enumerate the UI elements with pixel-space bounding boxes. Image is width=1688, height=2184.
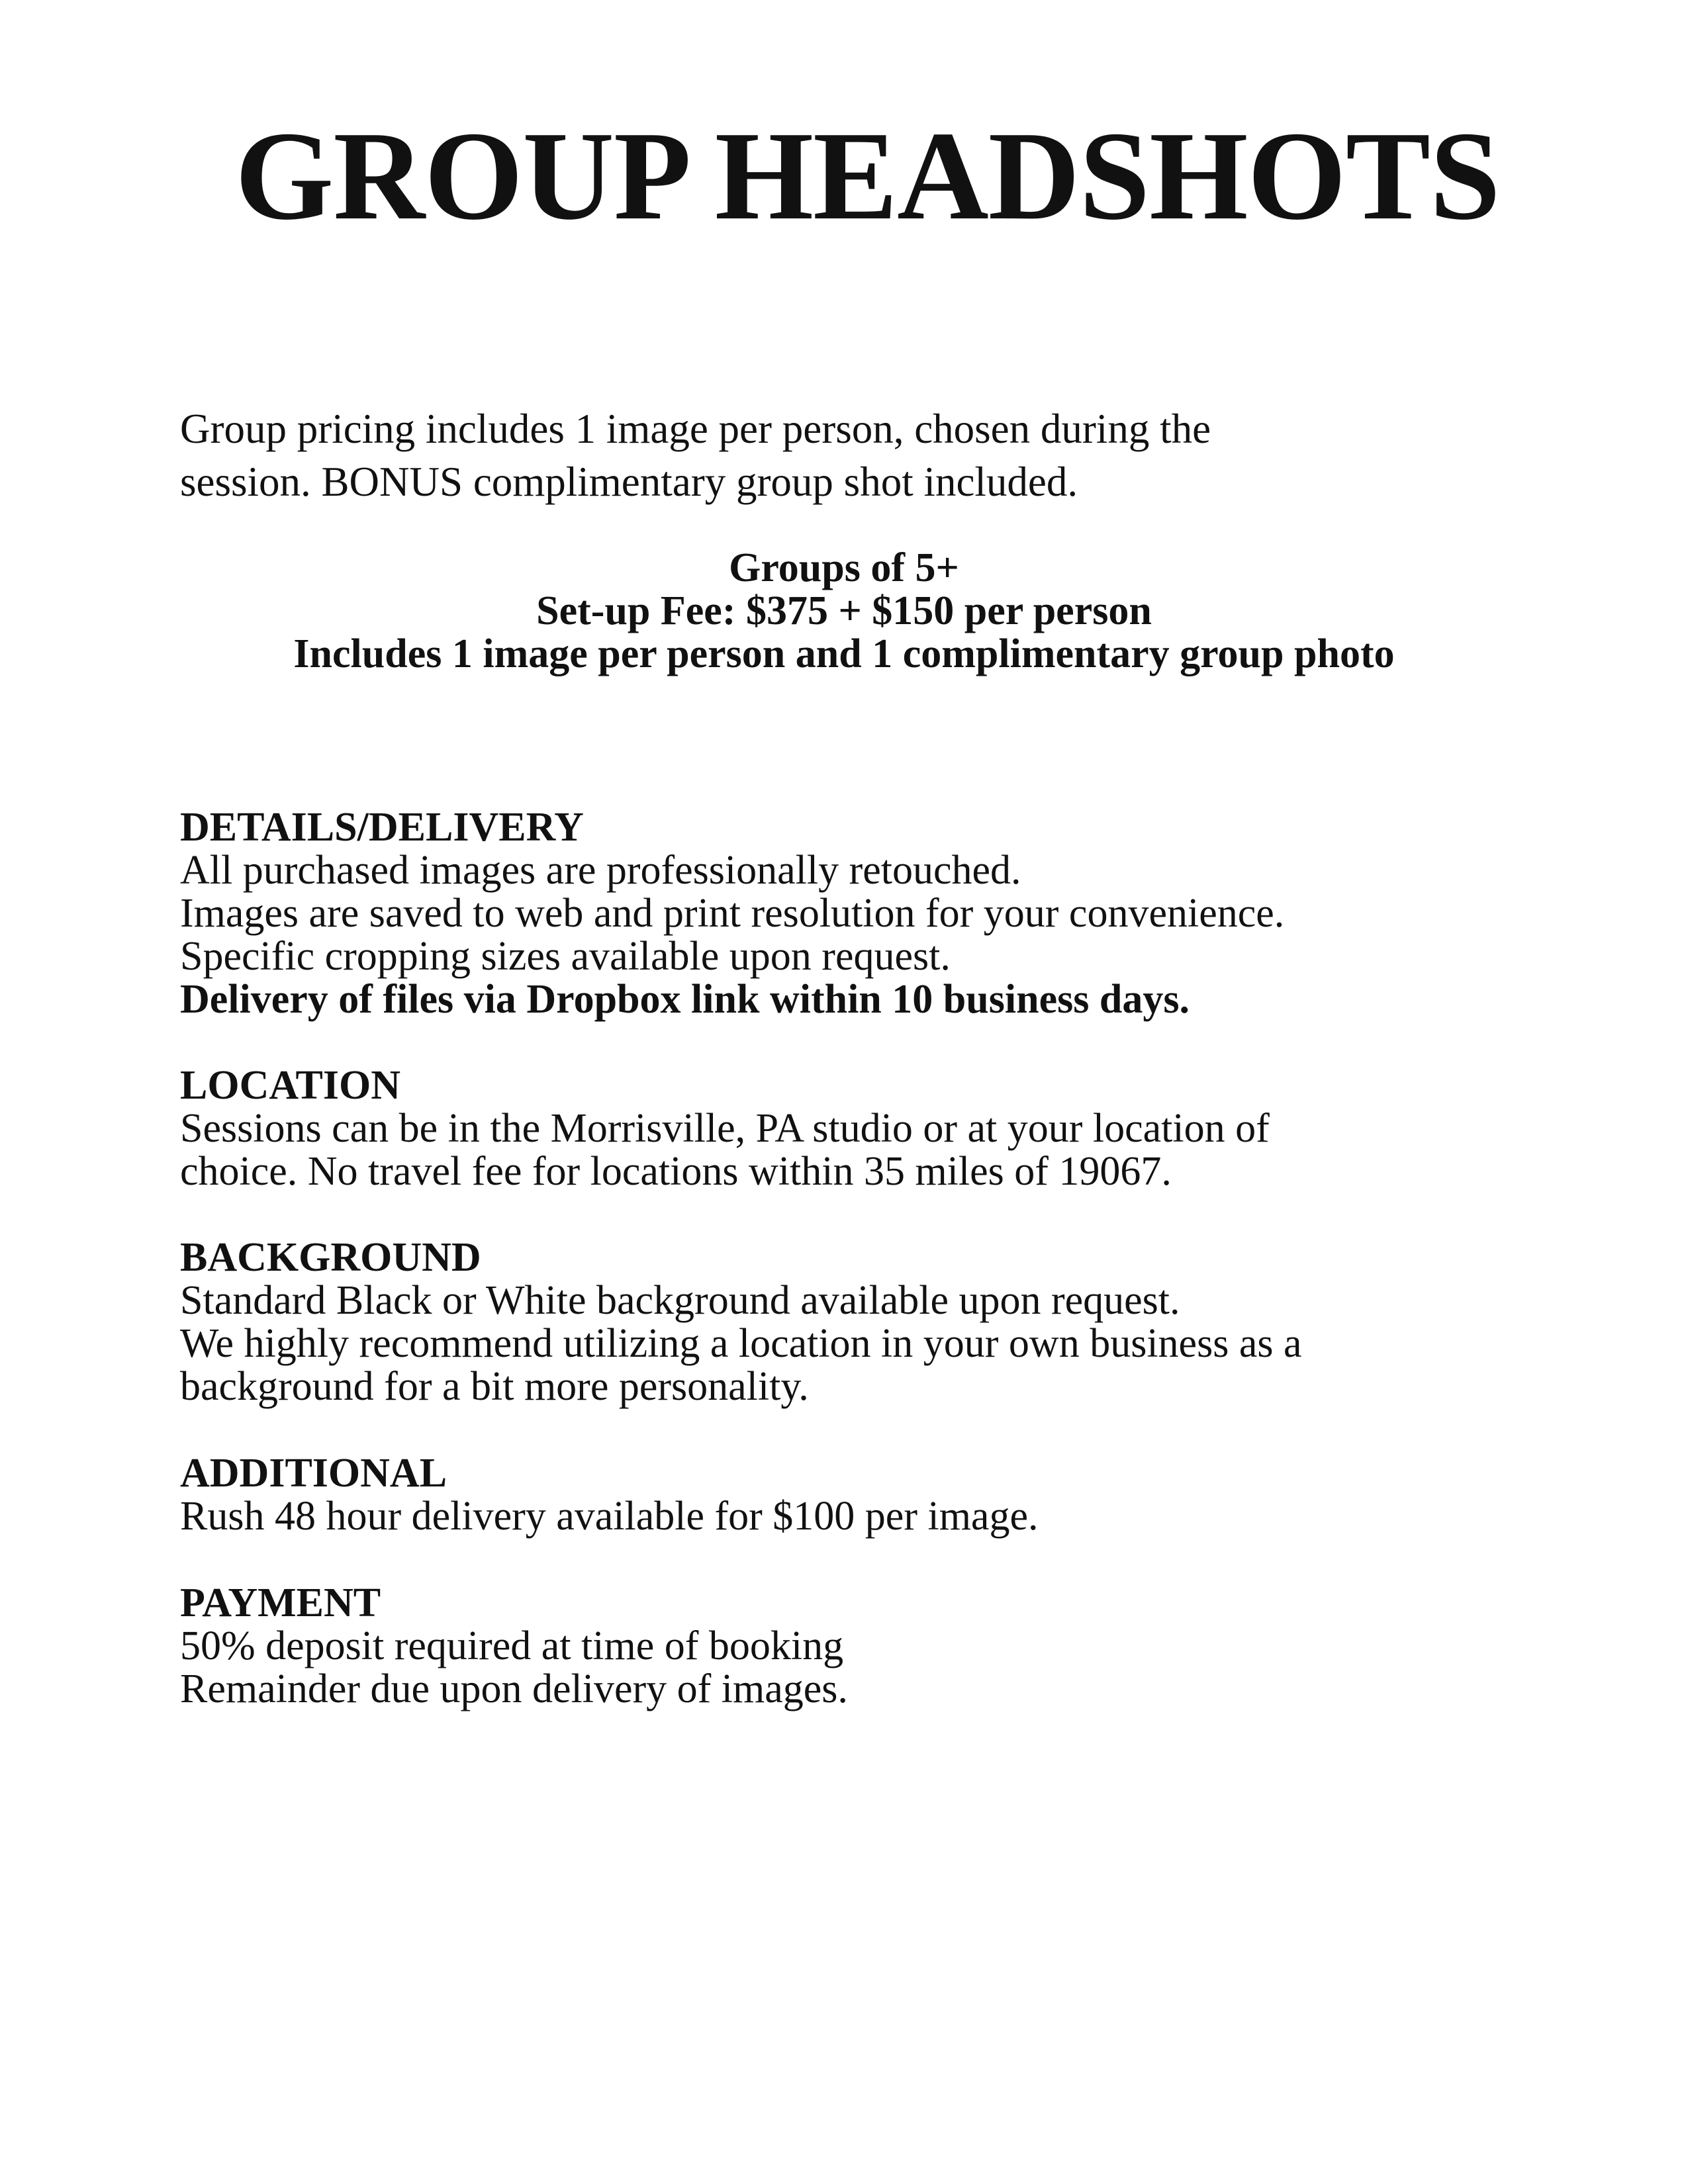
section-heading: PAYMENT (180, 1580, 381, 1625)
section-heading: ADDITIONAL (180, 1451, 447, 1496)
section-line: Remainder due upon delivery of images. (180, 1666, 848, 1711)
group-size-label: Groups of 5+ (729, 545, 959, 590)
section-heading: DETAILS/DELIVERY (180, 805, 584, 850)
section-line: Sessions can be in the Morrisville, PA studio or at your location of (180, 1106, 1270, 1151)
intro-line: session. BONUS complimentary group shot included. (180, 459, 1078, 505)
page-title: GROUP HEADSHOTS (235, 105, 1500, 246)
section-line: choice. No travel fee for locations within 35 miles of 19067. (180, 1149, 1172, 1194)
location-section (180, 1064, 1603, 1193)
section-line: background for a bit more personality. (180, 1364, 809, 1409)
section-heading: LOCATION (180, 1063, 401, 1108)
background-section (180, 1236, 1603, 1408)
section-heading: BACKGROUND (180, 1235, 481, 1280)
details-delivery-section (180, 806, 1603, 1021)
section-line: Standard Black or White background available upon request. (180, 1278, 1180, 1323)
pricing-summary (0, 547, 1688, 676)
included-items-label: Includes 1 image per person and 1 complimentary group photo (293, 631, 1395, 676)
intro-line: Group pricing includes 1 image per person, chosen during the (180, 406, 1211, 452)
intro-paragraph (180, 402, 1537, 508)
additional-section (180, 1452, 1603, 1538)
section-line: 50% deposit required at time of booking (180, 1623, 844, 1668)
section-line: Specific cropping sizes available upon request. (180, 934, 951, 979)
section-line: Images are saved to web and print resolution for your convenience. (180, 891, 1285, 936)
delivery-note: Delivery of files via Dropbox link within 10 business days. (180, 977, 1190, 1022)
section-line: We highly recommend utilizing a location in your own business as a (180, 1321, 1302, 1366)
section-line: All purchased images are professionally retouched. (180, 848, 1021, 893)
payment-section (180, 1582, 1603, 1711)
setup-fee-label: Set-up Fee: $375 + $150 per person (536, 588, 1152, 633)
section-line: Rush 48 hour delivery available for $100 per image. (180, 1494, 1039, 1539)
